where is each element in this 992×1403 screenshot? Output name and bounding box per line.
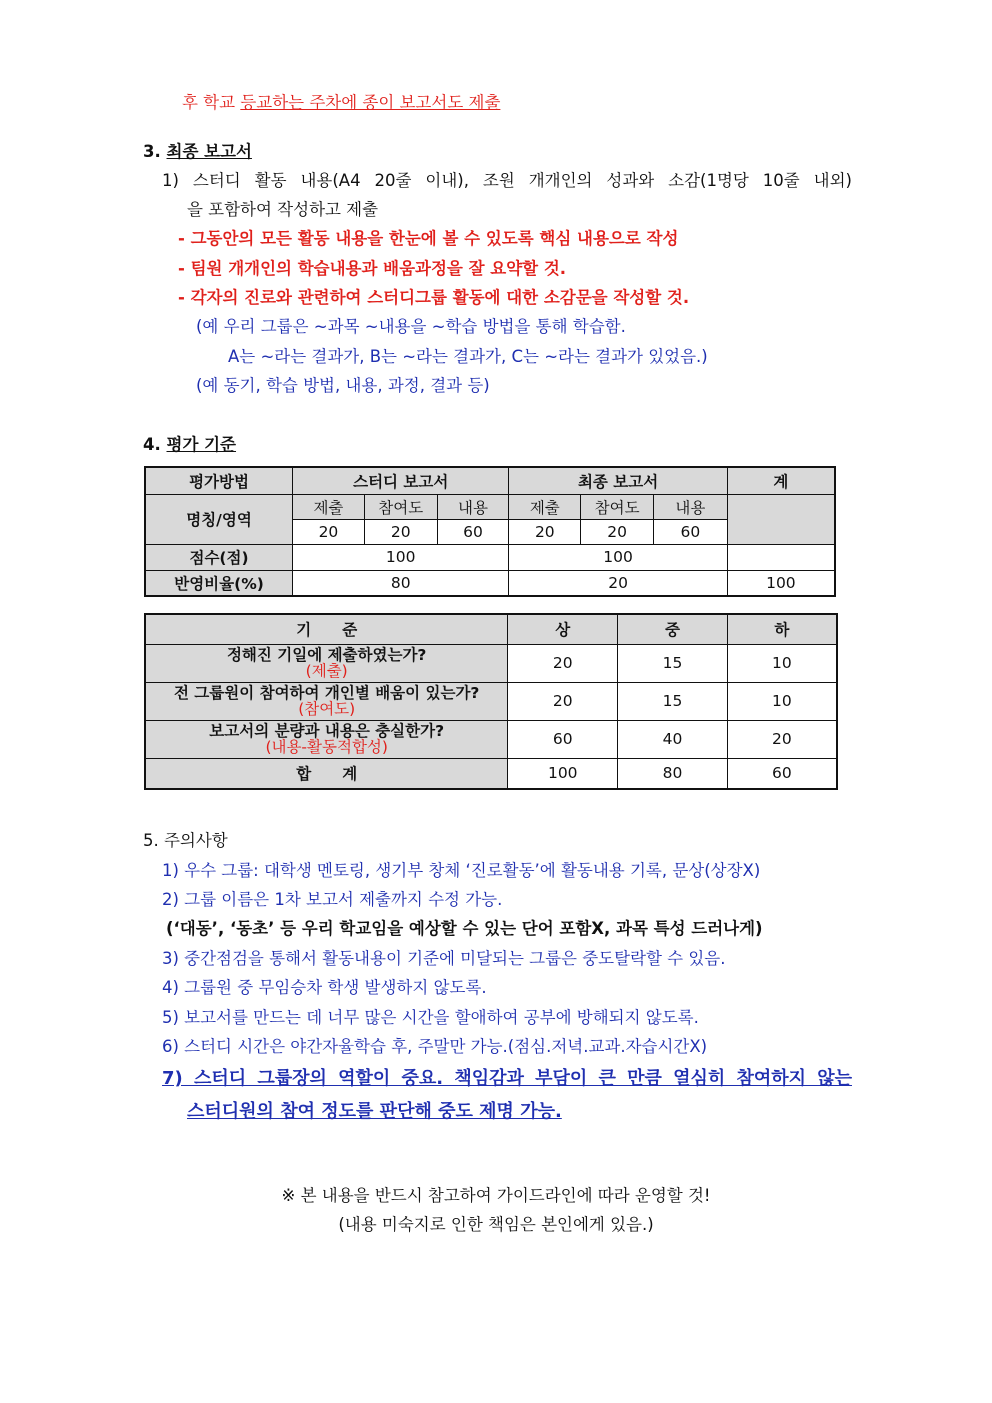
criteria-value-high: 60 (508, 720, 618, 758)
subheader-study-participation: 참여도 (364, 494, 437, 519)
criteria-row (145, 682, 837, 720)
subheader-study-content: 내용 (437, 494, 509, 519)
criteria-question-text: 전 그룹원이 참여하여 개인별 배움이 있는가? (173, 684, 480, 702)
section4-title: 평가 기준 (166, 435, 237, 454)
criteria-question-tag: (제출) (305, 662, 348, 680)
criteria-question-text: 정해진 기일에 제출하였는가? (226, 646, 427, 664)
score-study: 100 (293, 544, 509, 570)
caution-item-7-line1: 7) 스터디 그룹장의 역할이 중요. 책임감과 부담이 큰 만큼 열심히 참여하지 않는 (162, 1068, 852, 1089)
criteria-sum-low: 60 (727, 758, 837, 789)
criteria-question (145, 644, 508, 682)
section4-number: 4. (143, 435, 167, 454)
caution-item-5: 5) 보고서를 만드는 데 너무 많은 시간을 할애하여 공부에 방해되지 않도록. (162, 1008, 699, 1027)
section3-dash2: - 팀원 개개인의 학습내용과 배움과정을 잘 요약할 것. (178, 259, 567, 278)
criteria-question (145, 682, 508, 720)
criteria-row (145, 644, 837, 682)
criteria-sum-label: 합 계 (145, 758, 508, 789)
section3-number: 3. (143, 142, 167, 161)
criteria-value-high: 20 (508, 644, 618, 682)
criteria-sum-mid: 80 (618, 758, 728, 789)
criteria-value-low: 20 (727, 720, 837, 758)
header-method: 평가방법 (145, 467, 293, 494)
caution-item-6: 6) 스터디 시간은 야간자율학습 후, 주말만 가능.(점심.저녁.교과.자습시간X) (162, 1037, 708, 1056)
header-name-area: 명칭/영역 (145, 494, 293, 544)
total-empty-cell (727, 494, 835, 544)
value-final-participation: 20 (581, 519, 654, 544)
ratio-total: 100 (727, 570, 835, 596)
section3-example1-line1: (예 우리 그룹은 ~과목 ~내용을 ~학습 방법을 통해 학습함. (196, 317, 626, 336)
subheader-final-submit: 제출 (509, 494, 581, 519)
header-total: 계 (727, 467, 835, 494)
value-study-participation: 20 (364, 519, 437, 544)
ratio-study: 80 (293, 570, 509, 596)
criteria-question-text: 보고서의 분량과 내용은 충실한가? (209, 722, 445, 740)
ratio-final: 20 (509, 570, 727, 596)
criteria-header-low: 하 (727, 614, 837, 644)
criteria-header: 기 준 (145, 614, 508, 644)
section3-title: 최종 보고서 (166, 142, 252, 161)
intro-prefix: 후 학교 (182, 93, 241, 112)
criteria-question-tag: (참여도) (298, 700, 356, 718)
criteria-value-mid: 15 (618, 682, 728, 720)
value-final-submit: 20 (509, 519, 581, 544)
caution-note: (‘대동’, ‘동초’ 등 우리 학교임을 예상할 수 있는 단어 포함X, 과목 특성 드러나게) (166, 919, 763, 938)
header-final-report: 최종 보고서 (509, 467, 727, 494)
ratio-label: 반영비율(%) (145, 570, 293, 596)
score-final: 100 (509, 544, 727, 570)
caution-item-2: 2) 그룹 이름은 1차 보고서 제출까지 수정 가능. (162, 890, 503, 909)
section4-heading (143, 434, 236, 456)
subheader-final-participation: 참여도 (581, 494, 654, 519)
intro-underlined: 등교하는 주차에 종이 보고서도 제출 (240, 93, 501, 112)
criteria-table (144, 613, 838, 790)
section3-example1-line2: A는 ~라는 결과가, B는 ~라는 결과가, C는 ~라는 결과가 있었음.) (228, 347, 708, 366)
criteria-value-low: 10 (727, 644, 837, 682)
section5-heading: 5. 주의사항 (143, 831, 228, 850)
value-study-submit: 20 (293, 519, 365, 544)
criteria-value-low: 10 (727, 682, 837, 720)
criteria-value-high: 20 (508, 682, 618, 720)
header-study-report: 스터디 보고서 (293, 467, 509, 494)
caution-item-4: 4) 그룹원 중 무임승차 학생 발생하지 않도록. (162, 978, 487, 997)
evaluation-table (144, 466, 836, 597)
criteria-question-tag: (내용-활동적합성) (265, 738, 388, 756)
criteria-header-mid: 중 (618, 614, 728, 644)
caution-item-7-line2: 스터디원의 참여 정도를 판단해 중도 제명 가능. (187, 1101, 562, 1122)
value-study-content: 60 (437, 519, 509, 544)
criteria-value-mid: 40 (618, 720, 728, 758)
section3-item1-line1: 1) 스터디 활동 내용(A4 20줄 이내), 조원 개개인의 성과와 소감(1명당 10줄 내외) (162, 171, 852, 190)
criteria-header-high: 상 (508, 614, 618, 644)
intro-line (182, 92, 500, 114)
subheader-study-submit: 제출 (293, 494, 365, 519)
score-label: 점수(점) (145, 544, 293, 570)
section3-dash3: - 각자의 진로와 관련하여 스터디그룹 활동에 대한 소감문을 작성할 것. (178, 288, 690, 307)
section3-dash1: - 그동안의 모든 활동 내용을 한눈에 볼 수 있도록 핵심 내용으로 작성 (178, 229, 679, 248)
footer-disclaimer: (내용 미숙지로 인한 책임은 본인에게 있음.) (338, 1215, 654, 1234)
criteria-value-mid: 15 (618, 644, 728, 682)
criteria-row (145, 720, 837, 758)
value-final-content: 60 (653, 519, 727, 544)
section3-item1-line2: 을 포함하여 작성하고 제출 (187, 200, 379, 219)
caution-item-3: 3) 중간점검을 통해서 활동내용이 기준에 미달되는 그룹은 중도탈락할 수 있음. (162, 949, 726, 968)
footer-notice: ※ 본 내용을 반드시 참고하여 가이드라인에 따라 운영할 것! (281, 1186, 711, 1205)
score-total-empty (727, 544, 835, 570)
section3-heading (143, 141, 252, 163)
subheader-final-content: 내용 (653, 494, 727, 519)
caution-item-1: 1) 우수 그룹: 대학생 멘토링, 생기부 창체 ‘진로활동’에 활동내용 기록, 문상(상장X) (162, 861, 761, 880)
criteria-question (145, 720, 508, 758)
criteria-sum-high: 100 (508, 758, 618, 789)
section3-example2: (예 동기, 학습 방법, 내용, 과정, 결과 등) (196, 376, 490, 395)
